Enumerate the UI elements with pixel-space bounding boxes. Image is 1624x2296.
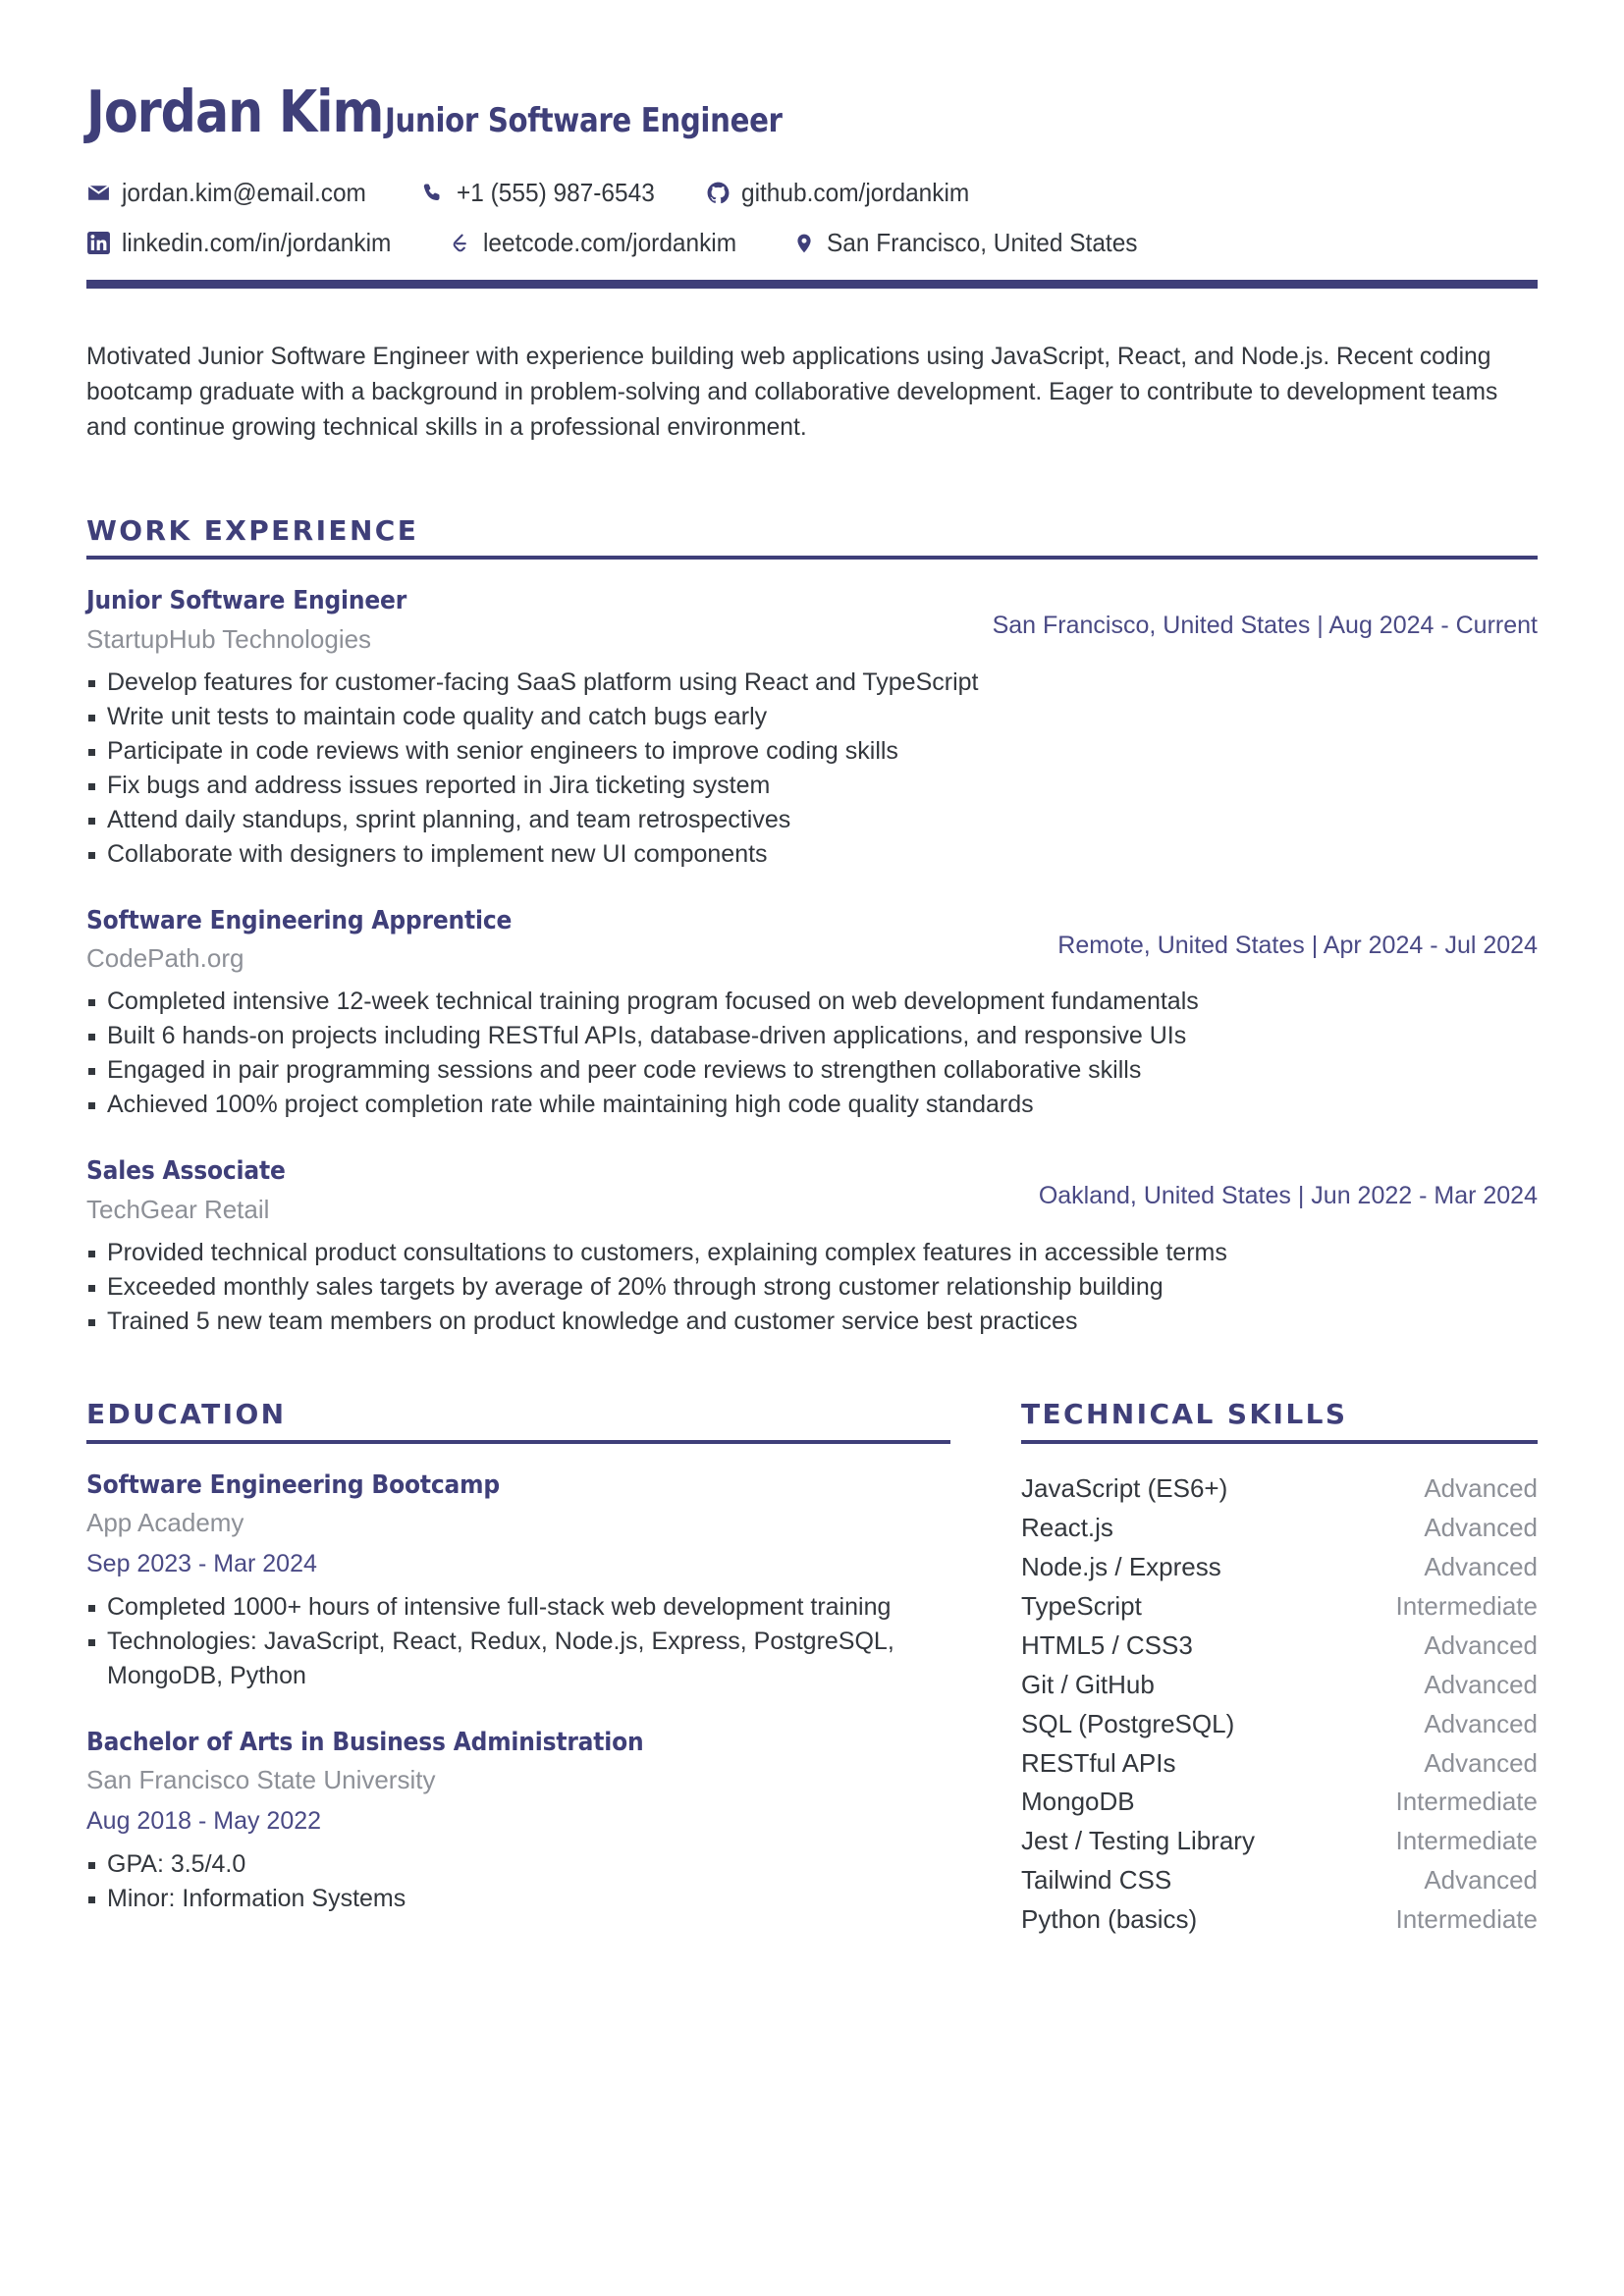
education-school: San Francisco State University [86, 1765, 436, 1795]
skill-row [1021, 1783, 1538, 1822]
leetcode-icon [448, 231, 472, 255]
skill-name: RESTful APIs [1021, 1747, 1176, 1778]
work-bullets [86, 666, 1538, 872]
candidate-name: Jordan Kim [86, 78, 384, 145]
list-item: Collaborate with designers to implement new UI components [86, 837, 1538, 872]
skill-row [1021, 1744, 1538, 1784]
list-item: Completed intensive 12-week technical training program focused on web development fundamentals [86, 985, 1538, 1019]
professional-summary [86, 340, 1538, 445]
list-item: Provided technical product consultations to customers, explaining complex features in accessible terms [86, 1236, 1538, 1270]
list-item: Minor: Information Systems [86, 1882, 950, 1916]
contact-github-text: github.com/jordankim [741, 178, 970, 207]
skill-level: Advanced [1424, 1747, 1538, 1778]
work-location-dates: Oakland, United States | Jun 2022 - Mar 2024 [1038, 1182, 1538, 1210]
github-icon [706, 181, 731, 205]
phone-icon [421, 181, 446, 205]
skill-level: Advanced [1424, 1472, 1538, 1503]
contact-leetcode-text: leetcode.com/jordankim [482, 228, 737, 258]
skill-row [1021, 1509, 1538, 1548]
skill-level: Intermediate [1395, 1826, 1538, 1856]
bottom-columns [86, 1397, 1538, 1940]
skill-name: MongoDB [1021, 1787, 1135, 1817]
work-location-dates: Remote, United States | Apr 2024 - Jul 2024 [1057, 931, 1538, 959]
work-entry [86, 1155, 1538, 1339]
skill-name: Tailwind CSS [1021, 1865, 1172, 1896]
list-item: Technologies: JavaScript, React, Redux, Node.js, Express, PostgreSQL, MongoDB, Python [86, 1625, 950, 1693]
skill-row [1021, 1587, 1538, 1627]
work-entry [86, 585, 1538, 872]
list-item: Engaged in pair programming sessions and peer code reviews to strengthen collaborative skills [86, 1053, 1538, 1088]
work-entry-top [86, 905, 1538, 979]
list-item: Achieved 100% project completion rate while maintaining high code quality standards [86, 1088, 1538, 1122]
candidate-headline: Junior Software Engineer [384, 101, 783, 140]
work-role: Software Engineering Apprentice [86, 905, 513, 935]
work-entry-top [86, 585, 1538, 659]
education-divider [86, 1440, 950, 1444]
education-degree: Bachelor of Arts in Business Administration [86, 1727, 644, 1757]
work-experience-section [86, 513, 1538, 1339]
contact-row-2 [86, 228, 1538, 258]
skill-row [1021, 1861, 1538, 1900]
contact-github[interactable] [706, 178, 984, 208]
skill-name: Git / GitHub [1021, 1669, 1155, 1699]
list-item: Write unit tests to maintain code quality and catch bugs early [86, 700, 1538, 734]
education-bullets [86, 1847, 950, 1916]
list-item: Attend daily standups, sprint planning, and team retrospectives [86, 803, 1538, 837]
resume-header [86, 78, 1538, 289]
education-dates: Aug 2018 - May 2022 [86, 1807, 322, 1836]
list-item: GPA: 3.5/4.0 [86, 1847, 950, 1882]
education-degree: Software Engineering Bootcamp [86, 1469, 500, 1500]
skill-row [1021, 1548, 1538, 1587]
technical-skills-divider [1021, 1440, 1538, 1444]
location-pin-icon [791, 231, 816, 255]
list-item: Exceeded monthly sales targets by average of 20% through strong customer relationship building [86, 1270, 1538, 1305]
skill-name: SQL (PostgreSQL) [1021, 1708, 1235, 1738]
skill-row [1021, 1900, 1538, 1940]
email-icon [86, 181, 111, 205]
education-heading: EDUCATION [86, 1397, 287, 1430]
work-entry-left [86, 585, 993, 659]
list-item: Built 6 hands-on projects including RESTful APIs, database-driven applications, and responsive UIs [86, 1019, 1538, 1053]
work-company: CodePath.org [86, 943, 244, 974]
skill-row [1021, 1822, 1538, 1861]
work-entry-top [86, 1155, 1538, 1229]
list-item: Develop features for customer-facing SaaS platform using React and TypeScript [86, 666, 1538, 700]
education-school: App Academy [86, 1508, 244, 1538]
skill-level: Advanced [1424, 1865, 1538, 1896]
education-entry [86, 1727, 950, 1916]
education-bullets [86, 1590, 950, 1693]
technical-skills-section [1021, 1397, 1538, 1940]
work-location-dates: San Francisco, United States | Aug 2024 - Current [992, 612, 1538, 640]
skill-name: Jest / Testing Library [1021, 1826, 1255, 1856]
skill-name: React.js [1021, 1512, 1113, 1542]
skill-row [1021, 1627, 1538, 1666]
contact-phone[interactable] [421, 178, 668, 208]
skill-level: Advanced [1424, 1551, 1538, 1581]
work-entry-left [86, 1155, 1039, 1229]
header-divider [86, 280, 1538, 289]
skill-row [1021, 1705, 1538, 1744]
work-entry [86, 905, 1538, 1123]
contact-linkedin[interactable] [86, 228, 408, 258]
skill-name: TypeScript [1021, 1590, 1142, 1621]
skill-name: HTML5 / CSS3 [1021, 1629, 1193, 1660]
contact-location-text: San Francisco, United States [827, 228, 1138, 258]
work-company: StartupHub Technologies [86, 623, 372, 654]
list-item: Fix bugs and address issues reported in Jira ticketing system [86, 769, 1538, 803]
work-company: TechGear Retail [86, 1194, 270, 1224]
skill-name: Python (basics) [1021, 1904, 1198, 1935]
skill-level: Advanced [1424, 1669, 1538, 1699]
work-entry-left [86, 905, 1057, 979]
contact-email[interactable] [86, 178, 382, 208]
education-section [86, 1397, 950, 1940]
name-headline-row [86, 78, 1538, 145]
skills-list [1021, 1469, 1538, 1941]
contact-email-text: jordan.kim@email.com [122, 178, 366, 207]
education-entry [86, 1469, 950, 1693]
contact-location [791, 228, 1158, 258]
list-item: Completed 1000+ hours of intensive full-stack web development training [86, 1590, 950, 1625]
work-experience-heading: WORK EXPERIENCE [86, 513, 419, 547]
work-experience-divider [86, 556, 1538, 560]
work-bullets [86, 985, 1538, 1122]
skill-name: Node.js / Express [1021, 1551, 1221, 1581]
skill-level: Advanced [1424, 1629, 1538, 1660]
skill-level: Intermediate [1395, 1787, 1538, 1817]
work-bullets [86, 1236, 1538, 1339]
skill-row [1021, 1469, 1538, 1509]
list-item: Trained 5 new team members on product knowledge and customer service best practices [86, 1305, 1538, 1339]
contact-phone-text: +1 (555) 987-6543 [456, 178, 655, 207]
technical-skills-heading: TECHNICAL SKILLS [1021, 1397, 1348, 1430]
work-role: Junior Software Engineer [86, 586, 407, 616]
skill-name: JavaScript (ES6+) [1021, 1472, 1228, 1503]
skill-level: Intermediate [1395, 1590, 1538, 1621]
skill-level: Advanced [1424, 1512, 1538, 1542]
skill-row [1021, 1666, 1538, 1705]
list-item: Participate in code reviews with senior engineers to improve coding skills [86, 734, 1538, 769]
contact-linkedin-text: linkedin.com/in/jordankim [122, 228, 392, 258]
contact-row-1 [86, 178, 1538, 208]
skill-level: Intermediate [1395, 1904, 1538, 1935]
linkedin-icon [86, 231, 111, 255]
work-role: Sales Associate [86, 1156, 286, 1187]
contact-leetcode[interactable] [448, 228, 753, 258]
skill-level: Advanced [1424, 1708, 1538, 1738]
education-dates: Sep 2023 - Mar 2024 [86, 1550, 317, 1578]
summary-text: Motivated Junior Software Engineer with experience building web applications using JavaScript, React, and Node.js. Recent coding bootcamp graduate with a background in problem-solving and collaborative development. Eager to contribute to development teams and continue growing technical skills in a professional environment. [86, 343, 1498, 441]
